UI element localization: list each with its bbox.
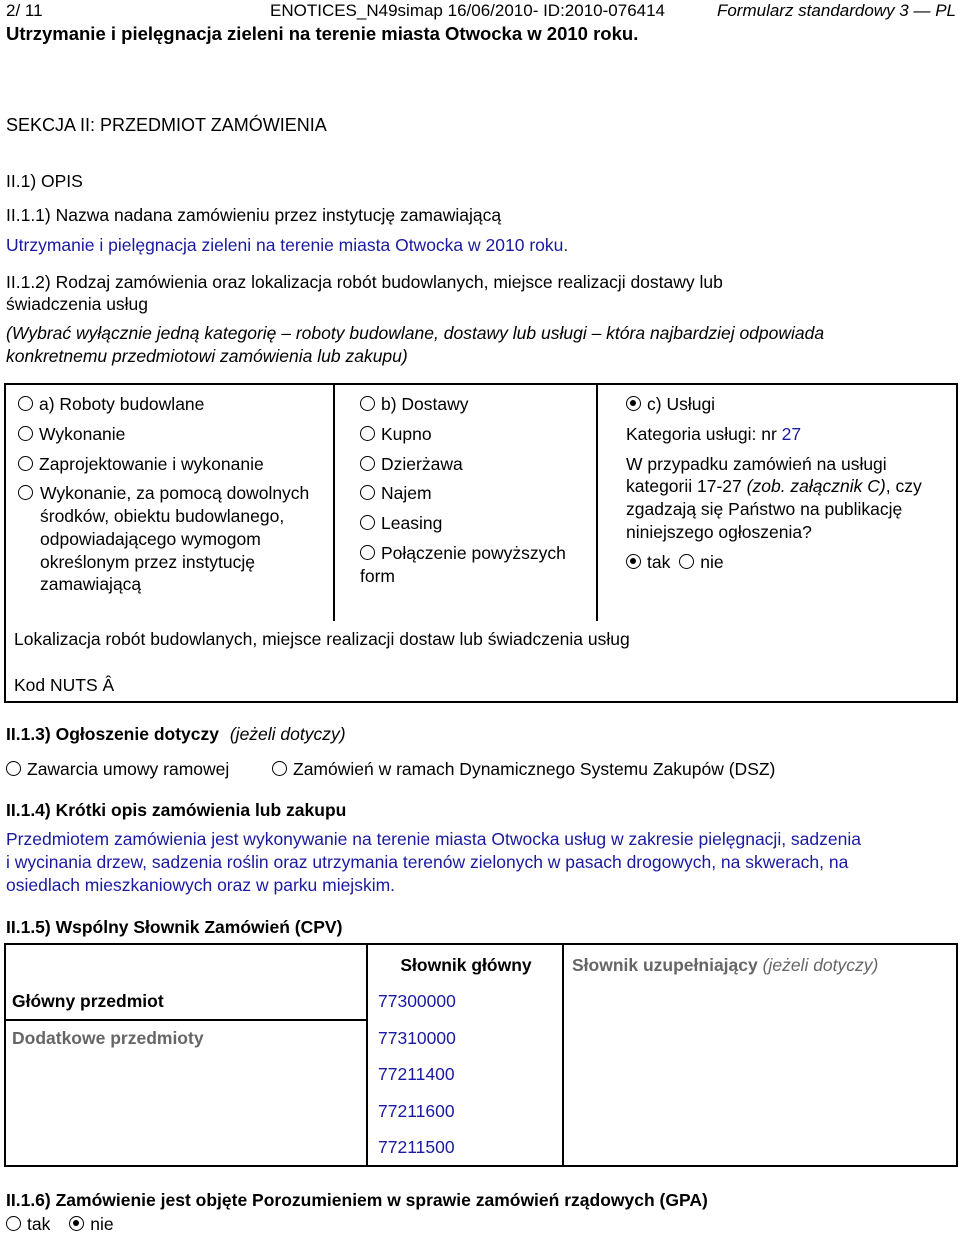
col-works bbox=[18, 393, 323, 603]
service-category: Kategoria usługi: nr 27 bbox=[626, 423, 802, 444]
supplies-lease-option[interactable]: Dzierżawa bbox=[360, 453, 590, 476]
s113-heading: II.1.3) Ogłoszenie dotyczy bbox=[6, 724, 219, 744]
s116-heading: II.1.6) Zamówienie jest objęte Porozumieniem w sprawie zamówień rządowych (GPA) bbox=[6, 1190, 708, 1210]
column-divider bbox=[333, 385, 335, 621]
section-opis: II.1) OPIS bbox=[6, 171, 83, 191]
nuts-code: Kod NUTS Â bbox=[14, 675, 115, 695]
page-header bbox=[6, 0, 956, 22]
service-category-value: 27 bbox=[781, 423, 802, 444]
radio-icon[interactable] bbox=[360, 426, 375, 441]
s113-heading-note: (jeżeli dotyczy) bbox=[229, 724, 346, 744]
s113-heading-line bbox=[6, 723, 346, 746]
publication-answer bbox=[626, 551, 951, 574]
radio-icon[interactable] bbox=[18, 456, 33, 471]
publication-no: nie bbox=[700, 551, 724, 572]
supplies-option[interactable]: b) Dostawy bbox=[360, 393, 590, 416]
cpv-main-label: Główny przedmiot bbox=[12, 991, 164, 1011]
works-design-execution-option[interactable]: Zaprojektowanie i wykonanie bbox=[18, 453, 323, 476]
cpv-main-header: Słownik główny bbox=[400, 955, 532, 975]
cpv-extra-code: 77211600 bbox=[378, 1101, 455, 1121]
notice-id: ENOTICES_N49simap 16/06/2010- ID:2010-076414 bbox=[270, 1, 666, 20]
cpv-extra-code: 77310000 bbox=[378, 1028, 456, 1048]
s114-line2: i wycinania drzew, sadzenia roślin oraz utrzymania terenów zielonych w pasach drogowych, na skwerach, na bbox=[6, 852, 849, 872]
radio-icon[interactable] bbox=[360, 545, 375, 560]
gpa-yes: tak bbox=[27, 1214, 51, 1234]
contract-type-box bbox=[4, 383, 958, 703]
works-realisation-option[interactable]: Wykonanie, za pomocą dowolnych środków, obiektu budowlanego, odpowiadającego wymogom określonym przez instytucję zamawiającą bbox=[18, 482, 323, 596]
gpa-answer bbox=[6, 1213, 114, 1236]
radio-checked-icon[interactable] bbox=[626, 396, 641, 411]
publication-yes: tak bbox=[647, 551, 671, 572]
radio-icon[interactable] bbox=[679, 554, 694, 569]
table-divider bbox=[366, 945, 368, 1167]
cpv-main-code: 77300000 bbox=[378, 991, 456, 1011]
services-option[interactable]: c) Usługi bbox=[626, 393, 951, 416]
table-divider bbox=[562, 945, 564, 1167]
s111-heading: II.1.1) Nazwa nadana zamówieniu przez instytucję zamawiającą bbox=[6, 205, 502, 225]
radio-icon[interactable] bbox=[360, 485, 375, 500]
radio-icon[interactable] bbox=[18, 426, 33, 441]
supplies-purchase-option[interactable]: Kupno bbox=[360, 423, 590, 446]
radio-icon[interactable] bbox=[360, 515, 375, 530]
radio-icon[interactable] bbox=[272, 761, 287, 776]
form-label: Formularz standardowy 3 — PL bbox=[716, 1, 956, 20]
s112-note-line1: (Wybrać wyłącznie jedną kategorię – roboty budowlane, dostawy lub usługi – która najbardziej odpowiada bbox=[6, 323, 825, 343]
gpa-no: nie bbox=[90, 1214, 114, 1234]
cpv-extra-code: 77211400 bbox=[378, 1064, 455, 1084]
cpv-extra-label: Dodatkowe przedmioty bbox=[12, 1028, 204, 1048]
s112-heading-line1: II.1.2) Rodzaj zamówienia oraz lokalizacja robót budowlanych, miejsce realizacji dostawy lub bbox=[6, 272, 723, 292]
radio-icon[interactable] bbox=[360, 456, 375, 471]
radio-icon[interactable] bbox=[18, 485, 33, 500]
s114-line1: Przedmiotem zamówienia jest wykonywanie na terenie miasta Otwocka usług w zakresie pielęgnacji, sadzenia bbox=[6, 829, 861, 849]
s112-note-line2: konkretnemu przedmiotowi zamówienia lub zakupu) bbox=[6, 346, 408, 366]
table-rule bbox=[6, 1019, 366, 1021]
works-execution-option[interactable]: Wykonanie bbox=[18, 423, 323, 446]
column-divider bbox=[596, 385, 598, 621]
document-title: Utrzymanie i pielęgnacja zieleni na terenie miasta Otwocka w 2010 roku. bbox=[6, 23, 639, 44]
radio-checked-icon[interactable] bbox=[626, 554, 641, 569]
col-supplies bbox=[360, 393, 590, 594]
works-option[interactable]: a) Roboty budowlane bbox=[18, 393, 323, 416]
s112-heading-line2: świadczenia usług bbox=[6, 294, 149, 314]
page-number: 2/ 11 bbox=[6, 1, 43, 20]
publication-question: W przypadku zamówień na usługi kategorii 17-27 (zob. załącznik C), czy zgadzają się Państwo na publikację niniejszego ogłoszenia? bbox=[626, 453, 922, 542]
section-title: SEKCJA II: PRZEDMIOT ZAMÓWIENIA bbox=[6, 115, 327, 135]
s115-heading: II.1.5) Wspólny Słownik Zamówień (CPV) bbox=[6, 917, 343, 937]
supplies-leasing-option[interactable]: Leasing bbox=[360, 512, 590, 535]
col-services bbox=[626, 393, 951, 580]
s111-value: Utrzymanie i pielęgnacja zieleni na terenie miasta Otwocka w 2010 roku. bbox=[6, 235, 569, 255]
radio-icon[interactable] bbox=[6, 1216, 21, 1231]
dps-option[interactable]: Zamówień w ramach Dynamicznego Systemu Zakupów (DSZ) bbox=[272, 758, 775, 781]
radio-icon[interactable] bbox=[360, 396, 375, 411]
radio-checked-icon[interactable] bbox=[69, 1216, 84, 1231]
cpv-extra-code: 77211500 bbox=[378, 1137, 455, 1157]
radio-icon[interactable] bbox=[6, 761, 21, 776]
cpv-supp-header: Słownik uzupełniający (jeżeli dotyczy) bbox=[572, 955, 879, 975]
supplies-combination-option[interactable]: Połączenie powyższych form bbox=[360, 542, 566, 586]
framework-option[interactable]: Zawarcia umowy ramowej bbox=[6, 758, 229, 781]
cpv-table bbox=[4, 943, 958, 1167]
s114-line3: osiedlach mieszkaniowych oraz w parku miejskim. bbox=[6, 875, 396, 895]
s114-heading: II.1.4) Krótki opis zamówienia lub zakupu bbox=[6, 800, 347, 820]
location-label: Lokalizacja robót budowlanych, miejsce realizacji dostaw lub świadczenia usług bbox=[14, 629, 630, 649]
supplies-rental-option[interactable]: Najem bbox=[360, 482, 590, 505]
radio-icon[interactable] bbox=[18, 396, 33, 411]
